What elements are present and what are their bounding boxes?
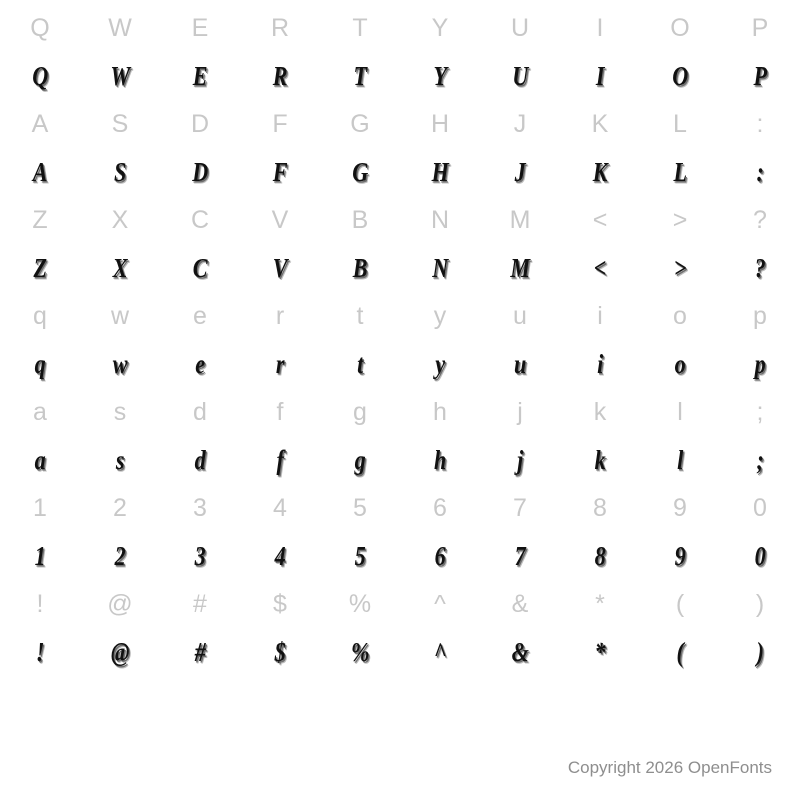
glyph-reference: q xyxy=(33,301,47,330)
glyph-reference: s xyxy=(113,397,127,426)
glyph-sample: 3 xyxy=(194,540,206,571)
glyph-sample: K xyxy=(592,156,608,187)
glyph-sample: ? xyxy=(754,252,766,283)
glyph-sample: > xyxy=(673,252,687,283)
glyph-reference: C xyxy=(190,205,210,234)
glyph-sample: g xyxy=(354,444,366,475)
glyph-sample: A xyxy=(32,156,48,187)
glyph-sample: t xyxy=(357,348,363,379)
glyph-reference: 1 xyxy=(33,493,47,522)
glyph-reference: Q xyxy=(30,13,50,42)
glyph-sample: * xyxy=(594,636,606,667)
glyph-reference: # xyxy=(193,589,207,618)
glyph-sample: ) xyxy=(756,636,764,667)
glyph-reference: < xyxy=(592,205,608,234)
glyph-sample: % xyxy=(350,636,370,667)
glyph-sample: y xyxy=(435,348,445,379)
glyph-row-sample xyxy=(0,148,800,196)
glyph-sample: P xyxy=(753,60,767,91)
glyph-reference: e xyxy=(193,301,207,330)
glyph-sample: l xyxy=(677,444,683,475)
glyph-row-reference xyxy=(0,196,800,244)
glyph-reference: W xyxy=(108,13,132,42)
glyph-reference: w xyxy=(110,301,130,330)
glyph-reference: 2 xyxy=(113,493,127,522)
glyph-reference: E xyxy=(191,13,209,42)
glyph-reference: u xyxy=(513,301,527,330)
copyright-notice: Copyright 2026 OpenFonts xyxy=(567,758,772,777)
glyph-sample: V xyxy=(272,252,288,283)
glyph-reference: J xyxy=(513,109,527,138)
glyph-sample: 5 xyxy=(354,540,366,571)
glyph-sample: ^ xyxy=(433,636,447,667)
glyph-sample: Y xyxy=(433,60,447,91)
glyph-row-sample xyxy=(0,436,800,484)
glyph-sample: U xyxy=(512,60,528,91)
glyph-sample: T xyxy=(353,60,367,91)
glyph-sample: S xyxy=(114,156,126,187)
glyph-sample: : xyxy=(756,156,764,187)
glyph-sample: o xyxy=(674,348,686,379)
glyph-reference: d xyxy=(193,397,207,426)
glyph-reference: L xyxy=(673,109,687,138)
glyph-reference: F xyxy=(272,109,288,138)
glyph-reference: N xyxy=(430,205,450,234)
glyph-reference: p xyxy=(753,301,767,330)
glyph-reference: * xyxy=(595,589,605,618)
glyph-row-sample xyxy=(0,532,800,580)
glyph-sample: k xyxy=(594,444,606,475)
glyph-sample: N xyxy=(432,252,448,283)
glyph-row-reference xyxy=(0,388,800,436)
glyph-sample: I xyxy=(595,60,605,91)
glyph-row-reference xyxy=(0,484,800,532)
glyph-reference: H xyxy=(430,109,450,138)
glyph-sample: O xyxy=(672,60,688,91)
glyph-reference: T xyxy=(352,13,368,42)
glyph-reference: 7 xyxy=(513,493,527,522)
glyph-reference: Z xyxy=(32,205,48,234)
glyph-sample: Z xyxy=(33,252,47,283)
glyph-reference: 8 xyxy=(593,493,607,522)
glyph-sample: e xyxy=(195,348,205,379)
glyph-sample: R xyxy=(272,60,288,91)
glyph-sample: p xyxy=(754,348,766,379)
glyph-sample: < xyxy=(593,252,607,283)
glyph-sample: Q xyxy=(32,60,48,91)
glyph-reference: G xyxy=(350,109,370,138)
glyph-reference: ! xyxy=(36,589,44,618)
glyph-sample: u xyxy=(514,348,526,379)
glyph-reference: & xyxy=(511,589,529,618)
glyph-sample: ; xyxy=(756,444,764,475)
glyph-sample: @ xyxy=(110,636,130,667)
glyph-row-sample xyxy=(0,52,800,100)
glyph-reference: k xyxy=(593,397,607,426)
glyph-reference: % xyxy=(348,589,372,618)
glyph-sample: M xyxy=(510,252,530,283)
glyph-sample: E xyxy=(192,60,208,91)
glyph-reference: : xyxy=(756,109,764,138)
glyph-reference: j xyxy=(517,397,523,426)
glyph-reference: R xyxy=(270,13,290,42)
glyph-reference: h xyxy=(433,397,447,426)
glyph-reference: ) xyxy=(755,589,765,618)
glyph-sample: j xyxy=(517,444,523,475)
glyph-sample: 6 xyxy=(434,540,446,571)
glyph-reference: 6 xyxy=(433,493,447,522)
glyph-sample: $ xyxy=(274,636,286,667)
glyph-reference: i xyxy=(597,301,603,330)
glyph-sample: 8 xyxy=(594,540,606,571)
glyph-reference: r xyxy=(275,301,285,330)
glyph-reference: o xyxy=(673,301,687,330)
glyph-reference: ? xyxy=(753,205,767,234)
glyph-sample: f xyxy=(276,444,284,475)
glyph-sample: L xyxy=(673,156,687,187)
glyph-reference: y xyxy=(433,301,447,330)
glyph-sample: ! xyxy=(35,636,45,667)
glyph-reference: ; xyxy=(756,397,764,426)
glyph-sample: 2 xyxy=(114,540,126,571)
glyph-reference: V xyxy=(271,205,289,234)
glyph-reference: K xyxy=(591,109,609,138)
glyph-reference: t xyxy=(356,301,364,330)
glyph-sample: w xyxy=(112,348,128,379)
glyph-sample: J xyxy=(514,156,526,187)
glyph-sample: B xyxy=(352,252,368,283)
glyph-reference: a xyxy=(33,397,47,426)
glyph-reference: S xyxy=(111,109,129,138)
glyph-reference: B xyxy=(351,205,369,234)
glyph-sample: s xyxy=(115,444,125,475)
glyph-row-sample xyxy=(0,628,800,676)
glyph-reference: A xyxy=(31,109,49,138)
glyph-reference: O xyxy=(670,13,690,42)
glyph-sample: 0 xyxy=(754,540,766,571)
glyph-sample: d xyxy=(194,444,206,475)
glyph-row-reference xyxy=(0,292,800,340)
glyph-row-sample xyxy=(0,340,800,388)
glyph-reference: D xyxy=(190,109,210,138)
glyph-reference: 0 xyxy=(753,493,767,522)
glyph-sample: q xyxy=(34,348,46,379)
glyph-reference: P xyxy=(751,13,769,42)
glyph-sample: 4 xyxy=(274,540,286,571)
glyph-reference: 3 xyxy=(193,493,207,522)
glyph-sample: ( xyxy=(676,636,684,667)
glyph-sample: h xyxy=(434,444,446,475)
glyph-sample: F xyxy=(272,156,288,187)
glyph-reference: U xyxy=(510,13,530,42)
glyph-reference: ( xyxy=(675,589,685,618)
glyph-sample: a xyxy=(34,444,46,475)
glyph-sample: i xyxy=(597,348,603,379)
glyph-reference: X xyxy=(111,205,129,234)
glyph-reference: Y xyxy=(431,13,449,42)
glyph-sample: # xyxy=(194,636,206,667)
glyph-reference: > xyxy=(672,205,688,234)
glyph-sample: & xyxy=(511,636,529,667)
glyph-reference: M xyxy=(509,205,531,234)
glyph-row-reference xyxy=(0,4,800,52)
glyph-sample: C xyxy=(192,252,208,283)
glyph-reference: 5 xyxy=(353,493,367,522)
glyph-sample: 7 xyxy=(514,540,526,571)
glyph-reference: ^ xyxy=(434,589,446,618)
glyph-reference: 4 xyxy=(273,493,287,522)
glyph-sample: 1 xyxy=(34,540,46,571)
glyph-sample: G xyxy=(352,156,368,187)
glyph-reference: @ xyxy=(107,589,133,618)
glyph-reference: f xyxy=(276,397,284,426)
glyph-reference: 9 xyxy=(673,493,687,522)
glyph-row-sample xyxy=(0,244,800,292)
glyph-sample: W xyxy=(110,60,130,91)
glyph-sample: X xyxy=(112,252,128,283)
glyph-sample: r xyxy=(275,348,285,379)
glyph-row-reference xyxy=(0,100,800,148)
glyph-sample: D xyxy=(192,156,208,187)
glyph-reference: g xyxy=(353,397,367,426)
glyph-reference: l xyxy=(677,397,683,426)
glyph-reference: I xyxy=(596,13,604,42)
glyph-sample: H xyxy=(431,156,449,187)
glyph-reference: $ xyxy=(273,589,287,618)
glyph-row-reference xyxy=(0,580,800,628)
glyph-sample: 9 xyxy=(674,540,686,571)
